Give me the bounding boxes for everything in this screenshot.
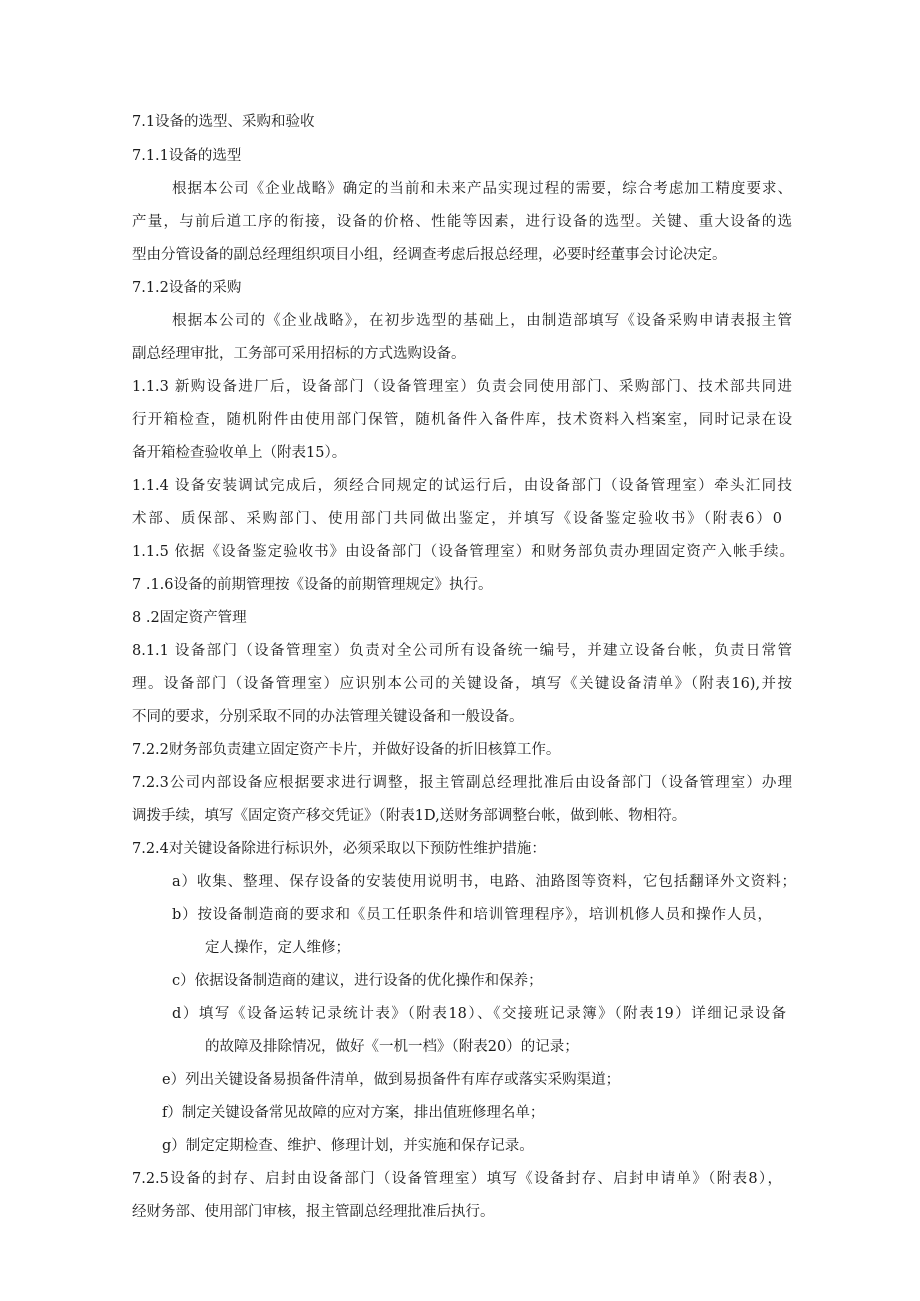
paragraph-line: 调拨手续，填写《固定资产移交凭证》（附表1D,送财务部调整台帐，做到帐、物相符。 [132, 808, 687, 824]
list-item-b-continued: 定人操作，定人维修； [205, 940, 350, 956]
paragraph-line: 7.2.4对关键设备除进行标识外，必须采取以下预防性维护措施： [132, 841, 546, 857]
list-item-g: g）制定定期检查、维护、修理计划，并实施和保存记录。 [162, 1138, 534, 1154]
paragraph-line: 产量，与前后道工序的衔接，设备的价格、性能等因素，进行设备的选型。关键、重大设备的选 [132, 214, 792, 230]
paragraph-line: 1.1.4 设备安装调试完成后，须经合同规定的试运行后，由设备部门（设备管理室）牵头汇同技 [132, 478, 792, 494]
paragraph-line: 术部、质保部、采购部门、使用部门共同做出鉴定，并填写《设备鉴定验收书》（附表6）0 [132, 511, 782, 527]
section-heading-8-2: 8 .2固定资产管理 [132, 610, 247, 626]
paragraph-line: 行开箱检查，随机附件由使用部门保管，随机备件入备件库，技术资料入档案室，同时记录在设 [132, 412, 792, 428]
section-heading-7-1: 7.1设备的选型、采购和验收 [132, 114, 315, 130]
list-item-a: a）收集、整理、保存设备的安装使用说明书，电路、油路图等资料，它包括翻译外文资料； [172, 874, 796, 890]
subsection-heading-7-1-1: 7.1.1设备的选型 [132, 148, 242, 164]
list-item-f: f）制定关键设备常见故障的应对方案，排出值班修理名单； [162, 1105, 545, 1121]
paragraph-line: 副总经理审批，工务部可采用招标的方式选购设备。 [132, 346, 466, 362]
list-item-b: b）按设备制造商的要求和《员工任职条件和培训管理程序》，培训机修人员和操作人员， [172, 907, 772, 923]
paragraph-line: 7.2.2财务部负责建立固定资产卡片，并做好设备的折旧核算工作。 [132, 742, 561, 758]
paragraph-line: 根据本公司《企业战略》确定的当前和未来产品实现过程的需要，综合考虑加工精度要求、 [172, 181, 792, 197]
paragraph-line: 备开箱检查验收单上（附表15）。 [132, 445, 347, 461]
list-item-d-continued: 的故障及排除情况，做好《一机一档》（附表20）的记录； [205, 1039, 579, 1055]
subsection-heading-7-1-2: 7.1.2设备的采购 [132, 280, 242, 296]
list-item-d: d）填写《设备运转记录统计表》（附表18）、《交接班记录簿》（附表19）详细记录设备 [172, 1006, 786, 1022]
paragraph-line: 8.1.1 设备部门（设备管理室）负责对全公司所有设备统一编号，并建立设备台帐，负责日常管 [132, 643, 792, 659]
paragraph-line: 根据本公司的《企业战略》，在初步选型的基础上，由制造部填写《设备采购申请表报主管 [172, 313, 792, 329]
paragraph-line: 1.1.5 依据《设备鉴定验收书》由设备部门（设备管理室）和财务部负责办理固定资产入帐手续。 [132, 544, 794, 560]
paragraph-line: 不同的要求，分别采取不同的办法管理关键设备和一般设备。 [132, 709, 524, 725]
paragraph-line: 7.2.3公司内部设备应根据要求进行调整，报主管副总经理批准后由设备部门（设备管理室）办理 [132, 775, 792, 791]
paragraph-line: 7.2.5设备的封存、启封由设备部门（设备管理室）填写《设备封存、启封申请单》（附表8）， [132, 1171, 782, 1187]
paragraph-line: 1.1.3 新购设备进厂后，设备部门（设备管理室）负责会同使用部门、采购部门、技术部共同进 [132, 379, 792, 395]
list-item-c: c）依据设备制造商的建议，进行设备的优化操作和保养； [172, 973, 543, 989]
paragraph-line: 经财务部、使用部门审核，报主管副总经理批准后执行。 [132, 1204, 495, 1220]
paragraph-line: 理。设备部门（设备管理室）应识别本公司的关键设备，填写《关键设备清单》（附表16),并按 [132, 676, 792, 692]
paragraph-line: 型由分管设备的副总经理组织项目小组，经调查考虑后报总经理，必要时经董事会讨论决定。 [132, 247, 727, 263]
list-item-e: e）列出关键设备易损备件清单，做到易损备件有库存或落实采购渠道； [162, 1072, 621, 1088]
paragraph-line: 7 .1.6设备的前期管理按《设备的前期管理规定》执行。 [132, 577, 493, 593]
